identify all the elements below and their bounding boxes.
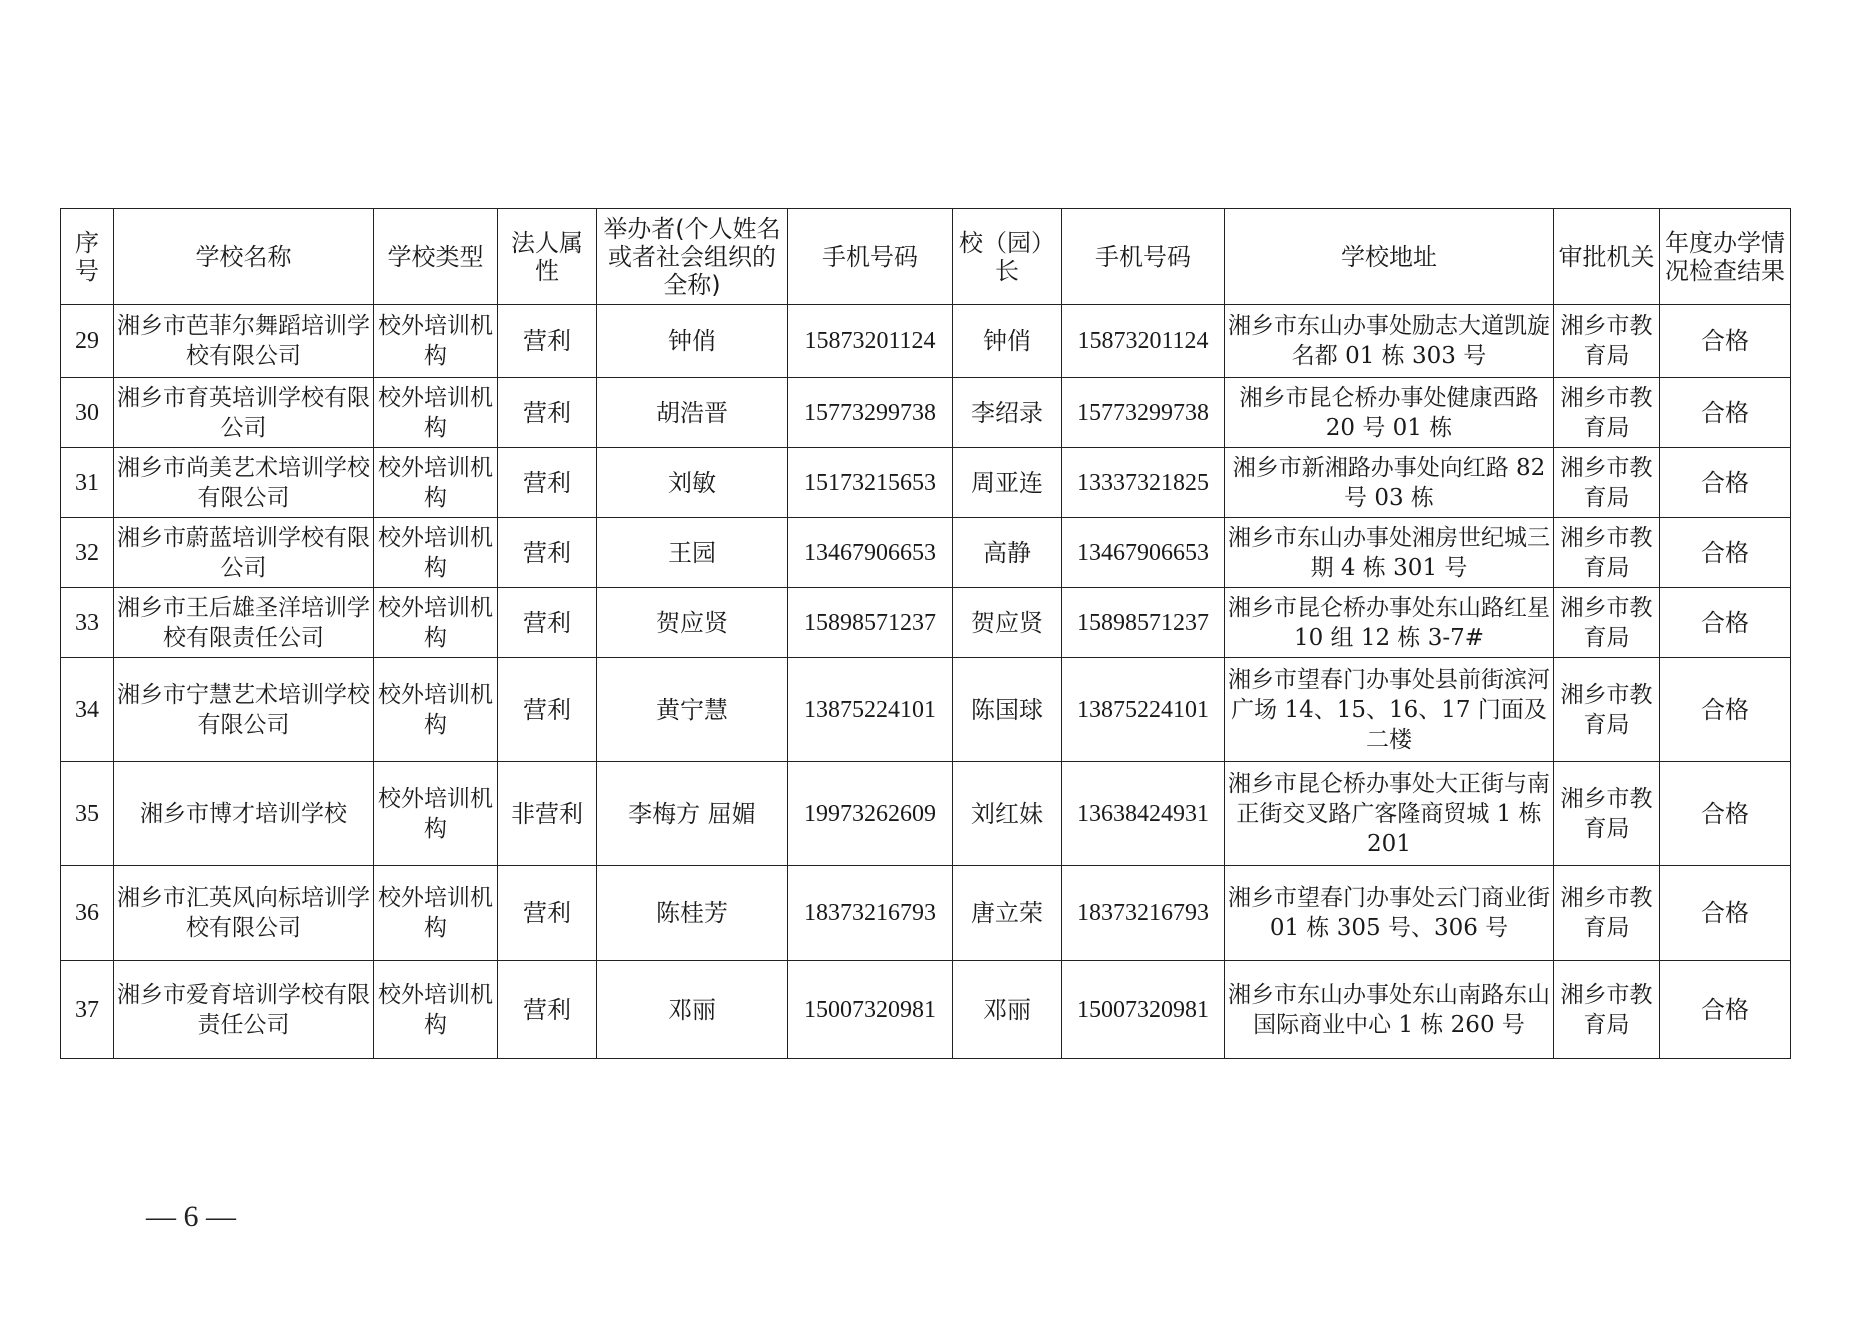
cell-legal-attr: 营利 <box>498 588 597 658</box>
header-address: 学校地址 <box>1225 209 1554 305</box>
header-sponsor: 举办者(个人姓名或者社会组织的全称) <box>597 209 788 305</box>
cell-sponsor: 刘敏 <box>597 448 788 518</box>
cell-school-type: 校外培训机构 <box>374 448 498 518</box>
cell-seq: 36 <box>61 866 114 961</box>
cell-school-type: 校外培训机构 <box>374 866 498 961</box>
cell-phone: 15007320981 <box>788 961 953 1059</box>
cell-school-name: 湘乡市王后雄圣洋培训学校有限责任公司 <box>114 588 374 658</box>
cell-school-name: 湘乡市蔚蓝培训学校有限公司 <box>114 518 374 588</box>
table-row <box>61 762 1791 866</box>
cell-seq: 37 <box>61 961 114 1059</box>
cell-seq: 29 <box>61 305 114 378</box>
cell-school-name: 湘乡市宁慧艺术培训学校有限公司 <box>114 658 374 762</box>
cell-school-type: 校外培训机构 <box>374 588 498 658</box>
table-row <box>61 961 1791 1059</box>
cell-address: 湘乡市望春门办事处云门商业街 01 栋 305 号、306 号 <box>1225 866 1554 961</box>
cell-legal-attr: 营利 <box>498 305 597 378</box>
header-principal: 校（园）长 <box>953 209 1062 305</box>
cell-sponsor: 邓丽 <box>597 961 788 1059</box>
cell-school-type: 校外培训机构 <box>374 305 498 378</box>
cell-approver: 湘乡市教育局 <box>1554 866 1660 961</box>
table-row <box>61 448 1791 518</box>
header-school-name: 学校名称 <box>114 209 374 305</box>
header-check-result: 年度办学情况检查结果 <box>1660 209 1791 305</box>
cell-approver: 湘乡市教育局 <box>1554 518 1660 588</box>
cell-address: 湘乡市东山办事处湘房世纪城三期 4 栋 301 号 <box>1225 518 1554 588</box>
cell-principal: 高静 <box>953 518 1062 588</box>
cell-approver: 湘乡市教育局 <box>1554 762 1660 866</box>
table-row <box>61 658 1791 762</box>
cell-check-result: 合格 <box>1660 961 1791 1059</box>
cell-school-name: 湘乡市育英培训学校有限公司 <box>114 378 374 448</box>
cell-principal: 钟俏 <box>953 305 1062 378</box>
cell-phone: 15898571237 <box>788 588 953 658</box>
cell-sponsor: 陈桂芳 <box>597 866 788 961</box>
cell-legal-attr: 营利 <box>498 378 597 448</box>
cell-approver: 湘乡市教育局 <box>1554 305 1660 378</box>
cell-address: 湘乡市东山办事处励志大道凯旋名都 01 栋 303 号 <box>1225 305 1554 378</box>
cell-phone: 15173215653 <box>788 448 953 518</box>
cell-school-type: 校外培训机构 <box>374 518 498 588</box>
cell-principal-phone: 15773299738 <box>1062 378 1225 448</box>
cell-principal: 刘红妹 <box>953 762 1062 866</box>
cell-principal: 陈国球 <box>953 658 1062 762</box>
cell-approver: 湘乡市教育局 <box>1554 448 1660 518</box>
cell-school-type: 校外培训机构 <box>374 378 498 448</box>
cell-principal-phone: 13467906653 <box>1062 518 1225 588</box>
cell-check-result: 合格 <box>1660 658 1791 762</box>
cell-school-name: 湘乡市博才培训学校 <box>114 762 374 866</box>
cell-phone: 13467906653 <box>788 518 953 588</box>
cell-school-name: 湘乡市尚美艺术培训学校有限公司 <box>114 448 374 518</box>
cell-approver: 湘乡市教育局 <box>1554 378 1660 448</box>
cell-check-result: 合格 <box>1660 866 1791 961</box>
cell-legal-attr: 营利 <box>498 866 597 961</box>
cell-school-name: 湘乡市爱育培训学校有限责任公司 <box>114 961 374 1059</box>
cell-principal-phone: 15007320981 <box>1062 961 1225 1059</box>
cell-address: 湘乡市昆仑桥办事处东山路红星 10 组 12 栋 3-7# <box>1225 588 1554 658</box>
cell-phone: 15773299738 <box>788 378 953 448</box>
cell-legal-attr: 营利 <box>498 518 597 588</box>
cell-check-result: 合格 <box>1660 305 1791 378</box>
table-row <box>61 378 1791 448</box>
cell-sponsor: 黄宁慧 <box>597 658 788 762</box>
cell-address: 湘乡市昆仑桥办事处健康西路 20 号 01 栋 <box>1225 378 1554 448</box>
cell-legal-attr: 非营利 <box>498 762 597 866</box>
cell-principal-phone: 15898571237 <box>1062 588 1225 658</box>
header-approver: 审批机关 <box>1554 209 1660 305</box>
cell-principal: 邓丽 <box>953 961 1062 1059</box>
table-header-row <box>61 209 1791 305</box>
table-row <box>61 866 1791 961</box>
cell-check-result: 合格 <box>1660 378 1791 448</box>
cell-address: 湘乡市东山办事处东山南路东山国际商业中心 1 栋 260 号 <box>1225 961 1554 1059</box>
cell-approver: 湘乡市教育局 <box>1554 588 1660 658</box>
cell-sponsor: 李梅方 屈媚 <box>597 762 788 866</box>
cell-sponsor: 贺应贤 <box>597 588 788 658</box>
page-number: — 6 — <box>146 1200 236 1233</box>
cell-check-result: 合格 <box>1660 588 1791 658</box>
cell-school-type: 校外培训机构 <box>374 762 498 866</box>
table-row <box>61 305 1791 378</box>
school-table <box>60 208 1791 1059</box>
table-body <box>61 305 1791 1059</box>
cell-sponsor: 钟俏 <box>597 305 788 378</box>
cell-approver: 湘乡市教育局 <box>1554 961 1660 1059</box>
cell-seq: 31 <box>61 448 114 518</box>
cell-principal: 周亚连 <box>953 448 1062 518</box>
cell-check-result: 合格 <box>1660 762 1791 866</box>
cell-school-name: 湘乡市汇英风向标培训学校有限公司 <box>114 866 374 961</box>
cell-seq: 33 <box>61 588 114 658</box>
cell-check-result: 合格 <box>1660 448 1791 518</box>
cell-school-type: 校外培训机构 <box>374 961 498 1059</box>
table-row <box>61 588 1791 658</box>
cell-sponsor: 王园 <box>597 518 788 588</box>
cell-principal-phone: 13337321825 <box>1062 448 1225 518</box>
cell-address: 湘乡市昆仑桥办事处大正街与南正街交叉路广客隆商贸城 1 栋 201 <box>1225 762 1554 866</box>
cell-principal: 唐立荣 <box>953 866 1062 961</box>
cell-sponsor: 胡浩晋 <box>597 378 788 448</box>
header-school-type: 学校类型 <box>374 209 498 305</box>
header-legal-attr: 法人属性 <box>498 209 597 305</box>
cell-principal-phone: 18373216793 <box>1062 866 1225 961</box>
cell-approver: 湘乡市教育局 <box>1554 658 1660 762</box>
cell-phone: 18373216793 <box>788 866 953 961</box>
cell-legal-attr: 营利 <box>498 961 597 1059</box>
cell-address: 湘乡市望春门办事处县前街滨河广场 14、15、16、17 门面及二楼 <box>1225 658 1554 762</box>
header-phone: 手机号码 <box>788 209 953 305</box>
cell-school-name: 湘乡市芭菲尔舞蹈培训学校有限公司 <box>114 305 374 378</box>
cell-address: 湘乡市新湘路办事处向红路 82 号 03 栋 <box>1225 448 1554 518</box>
cell-principal-phone: 13875224101 <box>1062 658 1225 762</box>
cell-check-result: 合格 <box>1660 518 1791 588</box>
cell-seq: 30 <box>61 378 114 448</box>
cell-seq: 34 <box>61 658 114 762</box>
cell-seq: 32 <box>61 518 114 588</box>
cell-seq: 35 <box>61 762 114 866</box>
cell-principal-phone: 13638424931 <box>1062 762 1225 866</box>
cell-principal: 李绍录 <box>953 378 1062 448</box>
header-principal-phone: 手机号码 <box>1062 209 1225 305</box>
header-seq: 序号 <box>61 209 114 305</box>
cell-principal-phone: 15873201124 <box>1062 305 1225 378</box>
cell-legal-attr: 营利 <box>498 658 597 762</box>
cell-phone: 15873201124 <box>788 305 953 378</box>
cell-phone: 19973262609 <box>788 762 953 866</box>
cell-legal-attr: 营利 <box>498 448 597 518</box>
cell-phone: 13875224101 <box>788 658 953 762</box>
table-row <box>61 518 1791 588</box>
cell-school-type: 校外培训机构 <box>374 658 498 762</box>
cell-principal: 贺应贤 <box>953 588 1062 658</box>
